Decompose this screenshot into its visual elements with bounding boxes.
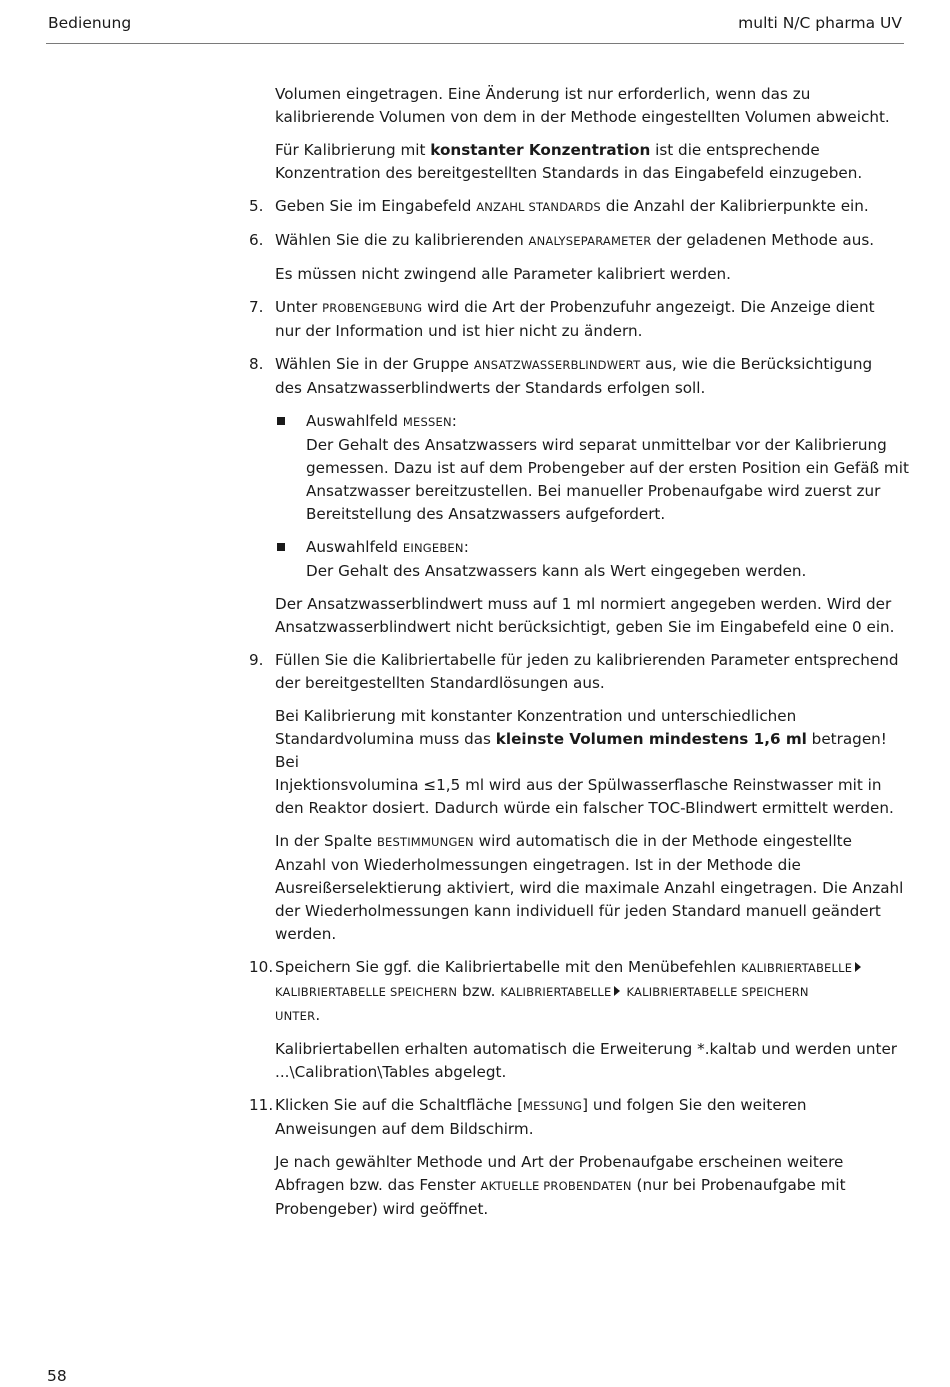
bullet-eingeben: Auswahlfeld EINGEBEN: Der Gehalt des Ansatzwassers kann als Wert eingegeben werden.: [249, 536, 911, 583]
ui-term: ANZAHL STANDARDS: [476, 200, 601, 214]
paragraph-kaltab: Kalibriertabellen erhalten automatisch die Erweiterung *.kaltab und werden unter ...\Calibration\Tables abgelegt.: [275, 1040, 898, 1081]
menu-term: UNTER: [275, 1009, 316, 1023]
step-number: 8.: [249, 355, 264, 373]
ui-term: PROBENGEBUNG: [322, 301, 423, 315]
menu-arrow-icon: [614, 986, 620, 996]
paragraph-sample-data: Je nach gewählter Methode und Art der Probenaufgabe erscheinen weitere Abfragen bzw. das Fenster AKTUELLE PROBENDATEN (nur bei Probenaufgabe mit Probengeber) wird geöffnet.: [275, 1153, 846, 1218]
menu-term: KALIBRIERTABELLE SPEICHERN: [275, 985, 458, 999]
step-9: 9. Füllen Sie die Kalibriertabelle für jeden zu kalibrierenden Parameter entsprechend der bereitgestellten Standardlösungen aus.: [249, 651, 899, 692]
step-10: 10. Speichern Sie ggf. die Kalibriertabelle mit den Menübefehlen KALIBRIERTABELLE KALIBRIERTABELLE SPEICHERN bzw. KALIBRIERTABELLE KALIBRIERTABELLE SPEICHERN UNTER.: [249, 956, 911, 1028]
main-content: [249, 83, 911, 1231]
page-number: 58: [47, 1367, 67, 1385]
step-5: 5. Geben Sie im Eingabefeld ANZAHL STANDARDS die Anzahl der Kalibrierpunkte ein.: [249, 195, 911, 219]
bold-term: konstanter Konzentration: [430, 141, 651, 159]
step-number: 7.: [249, 298, 264, 316]
ui-term: AKTUELLE PROBENDATEN: [480, 1179, 632, 1193]
menu-term: KALIBRIERTABELLE: [500, 985, 612, 999]
step-number: 10.: [249, 958, 274, 976]
paragraph-determinations: In der Spalte BESTIMMUNGEN wird automatisch die in der Methode eingestellte Anzahl von Wiederholmessungen eingetragen. Ist in der Methode die Ausreißerselektierung aktiviert, wird die maximale Anzahl eingetragen. Die Anzahl der Wiederholmessungen kann individuell für jeden Standard manuell geändert werden.: [275, 832, 904, 943]
paragraph-blank-value: Der Ansatzwasserblindwert muss auf 1 ml normiert angegeben werden. Wird der Ansatzwasserblindwert nicht berücksichtigt, geben Sie im Eingabefeld eine 0 ein.: [275, 595, 895, 636]
paragraph-volume: Volumen eingetragen. Eine Änderung ist nur erforderlich, wenn das zu kalibrierende Volumen von dem in der Methode eingestellten Volumen abweicht.: [275, 85, 890, 126]
ui-term: MESSUNG: [523, 1099, 583, 1113]
bullet-square-icon: [277, 543, 285, 551]
page-header: [46, 12, 904, 44]
menu-term: KALIBRIERTABELLE SPEICHERN: [626, 985, 809, 999]
step-8: 8. Wählen Sie in der Gruppe ANSATZWASSERBLINDWERT aus, wie die Berücksichtigung des Ansatzwasserblindwerts der Standards erfolgen soll.: [249, 355, 873, 397]
paragraph-step6-note: Es müssen nicht zwingend alle Parameter kalibriert werden.: [275, 265, 731, 283]
step-number: 6.: [249, 231, 264, 249]
bullet-square-icon: [277, 417, 285, 425]
menu-arrow-icon: [855, 962, 861, 972]
ui-term: EINGEBEN: [402, 541, 464, 555]
header-section-title: Bedienung: [48, 14, 132, 32]
header-product-name: multi N/C pharma UV: [738, 14, 902, 32]
step-number: 5.: [249, 197, 264, 215]
step-11: 11. Klicken Sie auf die Schaltfläche [MESSUNG] und folgen Sie den weiteren Anweisungen auf dem Bildschirm.: [249, 1096, 807, 1138]
bullet-messen: Auswahlfeld MESSEN: Der Gehalt des Ansatzwassers wird separat unmittelbar vor der Kalibrierung gemessen. Dazu ist auf dem Probengeber auf der ersten Position ein Gefäß mit Ansatzwasser bereitzustellen. Bei manueller Probenaufgabe wird zuerst zur Bereitstellung des Ansatzwassers aufgefordert.: [249, 410, 911, 526]
menu-term: KALIBRIERTABELLE: [741, 961, 853, 975]
step-number: 9.: [249, 651, 264, 669]
paragraph-concentration: Für Kalibrierung mit konstanter Konzentration ist die entsprechende Konzentration des bereitgestellten Standards in das Eingabefeld einzugeben.: [275, 141, 863, 182]
ui-term: BESTIMMUNGEN: [376, 835, 474, 849]
ui-term: ANALYSEPARAMETER: [528, 234, 652, 248]
paragraph-min-volume: Bei Kalibrierung mit konstanter Konzentration und unterschiedlichen Standardvolumina muss das kleinste Volumen mindestens 1,6 ml betragen! Bei Injektionsvolumina ≤1,5 ml wird aus der Spülwasserflasche Reinstwasser mit in den Reaktor dosiert. Dadurch würde ein falscher TOC-Blindwert ermittelt werden.: [275, 707, 894, 817]
ui-term: ANSATZWASSERBLINDWERT: [473, 358, 641, 372]
step-number: 11.: [249, 1096, 274, 1114]
step-7: 7. Unter PROBENGEBUNG wird die Art der Probenzufuhr angezeigt. Die Anzeige dient nur der Information und ist hier nicht zu ändern.: [249, 298, 875, 340]
ui-term: MESSEN: [402, 415, 452, 429]
bold-term: kleinste Volumen mindestens 1,6 ml: [495, 730, 807, 748]
step-6: 6. Wählen Sie die zu kalibrierenden ANALYSEPARAMETER der geladenen Methode aus.: [249, 229, 911, 253]
